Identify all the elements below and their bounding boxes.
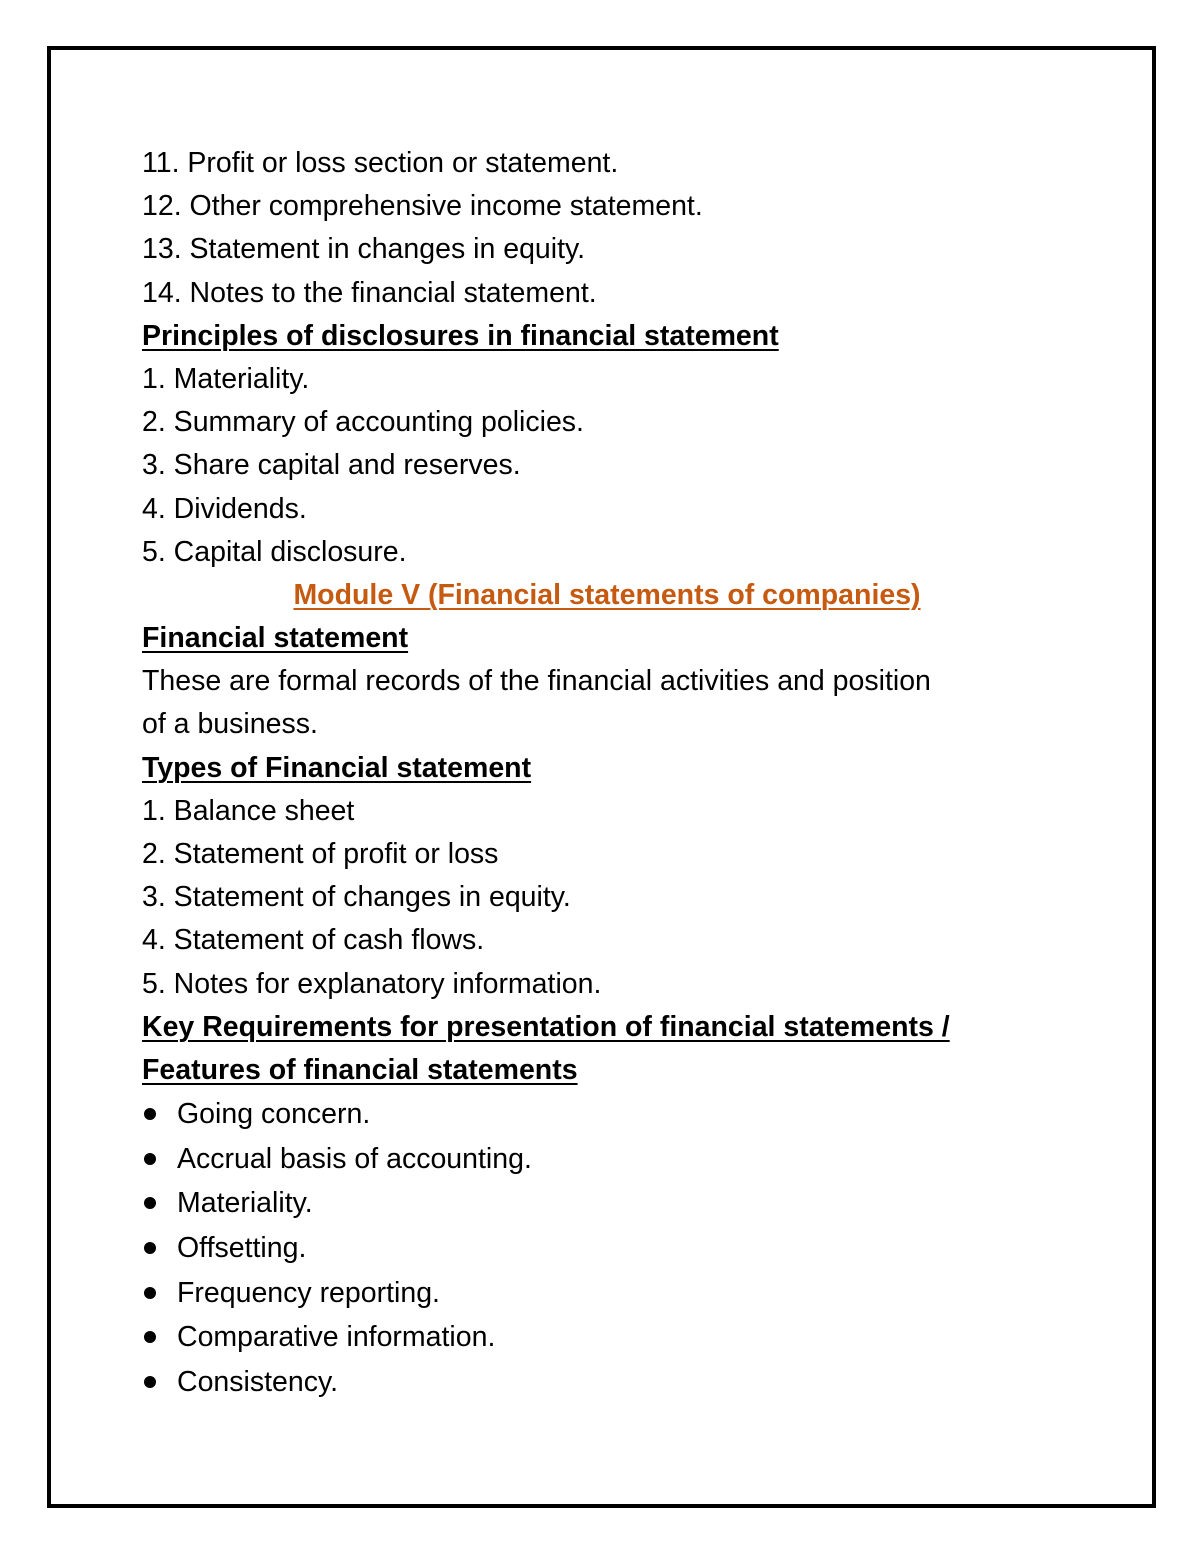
module-title: Module V (Financial statements of companies) bbox=[293, 578, 921, 611]
bullet-text: Offsetting. bbox=[177, 1231, 307, 1264]
definition-text: of a business. bbox=[142, 708, 318, 741]
bullet-item bbox=[142, 1315, 1072, 1360]
list-item: 3. Statement of changes in equity. bbox=[142, 881, 571, 914]
bullet-item bbox=[142, 1360, 1072, 1405]
list-item: 3. Share capital and reserves. bbox=[142, 449, 521, 482]
list-item: 2. Summary of accounting policies. bbox=[142, 406, 584, 439]
bullet-icon bbox=[144, 1108, 156, 1120]
bullet-text: Accrual basis of accounting. bbox=[177, 1142, 532, 1175]
bullet-icon bbox=[144, 1376, 156, 1388]
key-requirements-heading: Features of financial statements bbox=[142, 1053, 578, 1086]
principles-heading: Principles of disclosures in financial statement bbox=[142, 319, 779, 352]
bullet-icon bbox=[144, 1287, 156, 1299]
bullet-icon bbox=[144, 1197, 156, 1209]
bullet-item bbox=[142, 1092, 1072, 1137]
bullet-item bbox=[142, 1226, 1072, 1271]
financial-statement-heading: Financial statement bbox=[142, 622, 409, 655]
document-content bbox=[142, 142, 1072, 1404]
list-item: 1. Materiality. bbox=[142, 362, 310, 395]
list-item: 14. Notes to the financial statement. bbox=[142, 276, 597, 309]
list-item: 4. Statement of cash flows. bbox=[142, 924, 485, 957]
bullet-item bbox=[142, 1137, 1072, 1182]
bullet-item bbox=[142, 1181, 1072, 1226]
types-heading: Types of Financial statement bbox=[142, 751, 532, 784]
definition-text: These are formal records of the financial activities and position bbox=[142, 665, 931, 698]
bullet-item bbox=[142, 1271, 1072, 1316]
list-item: 13. Statement in changes in equity. bbox=[142, 233, 586, 266]
bullet-text: Going concern. bbox=[177, 1098, 371, 1131]
list-item: 12. Other comprehensive income statement. bbox=[142, 190, 703, 223]
list-item: 4. Dividends. bbox=[142, 492, 307, 525]
list-item: 5. Capital disclosure. bbox=[142, 535, 407, 568]
key-requirements-heading: Key Requirements for presentation of financial statements / bbox=[142, 1010, 950, 1043]
bullet-icon bbox=[144, 1153, 156, 1165]
list-item: 1. Balance sheet bbox=[142, 794, 355, 827]
list-item: 2. Statement of profit or loss bbox=[142, 838, 499, 870]
bullet-icon bbox=[144, 1242, 156, 1254]
bullet-text: Comparative information. bbox=[177, 1321, 496, 1354]
bullet-text: Frequency reporting. bbox=[177, 1276, 440, 1309]
bullet-text: Consistency. bbox=[177, 1365, 339, 1398]
bullet-icon bbox=[144, 1331, 156, 1343]
bullet-text: Materiality. bbox=[177, 1187, 313, 1220]
list-item: 11. Profit or loss section or statement. bbox=[142, 147, 619, 179]
list-item: 5. Notes for explanatory information. bbox=[142, 967, 602, 1000]
